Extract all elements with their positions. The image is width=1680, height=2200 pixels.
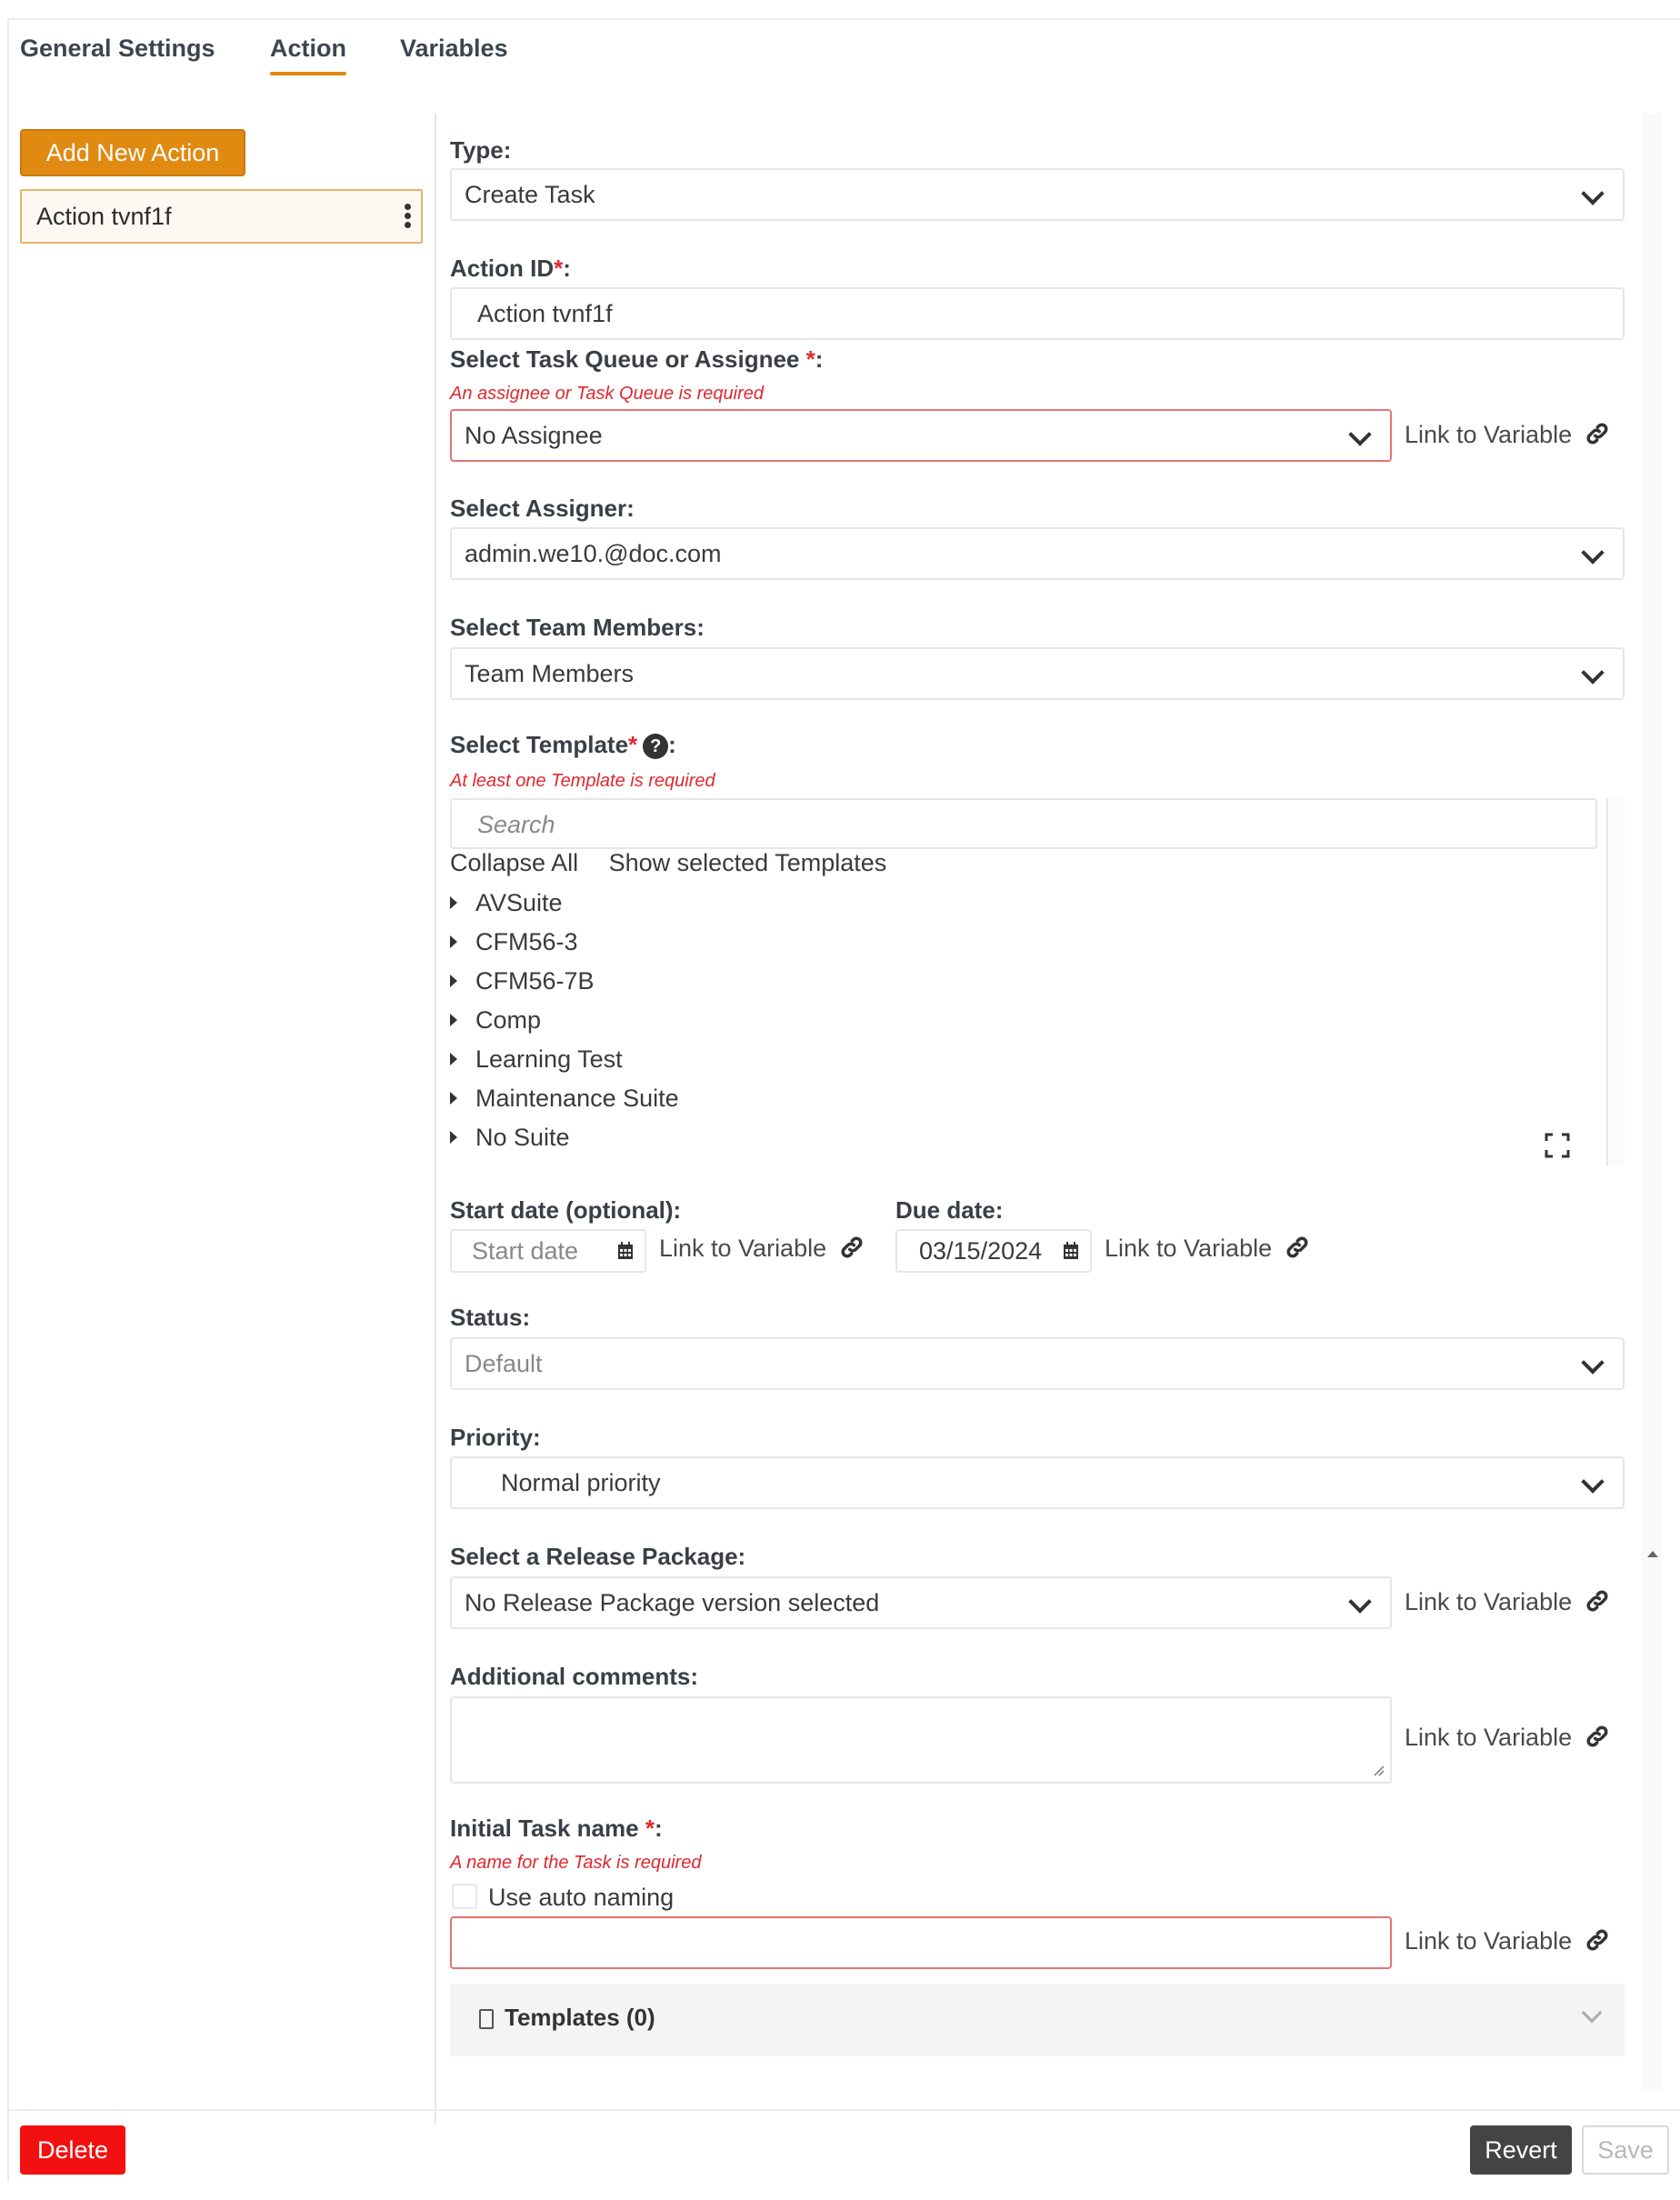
revert-button[interactable]: Revert [1470, 2125, 1572, 2175]
action-list-item[interactable] [20, 189, 423, 244]
template-tree-item[interactable]: Maintenance Suite [450, 1085, 679, 1113]
caret-right-icon [450, 896, 457, 909]
release-package-link-to-variable[interactable]: Link to Variable [1405, 1588, 1610, 1616]
task-name-label: Initial Task name *: [450, 1815, 663, 1842]
template-error: At least one Template is required [450, 771, 715, 791]
auto-naming-checkbox[interactable] [452, 1884, 477, 1909]
task-name-input[interactable] [450, 1916, 1392, 1969]
link-icon [839, 1235, 865, 1260]
footer-bar [9, 2109, 1680, 2182]
team-members-label: Select Team Members: [450, 614, 705, 641]
due-date-input[interactable]: 03/15/2024 [895, 1229, 1092, 1273]
comments-link-to-variable[interactable]: Link to Variable [1405, 1724, 1610, 1752]
calendar-icon [1063, 1242, 1079, 1260]
add-new-action-button[interactable]: Add New Action [20, 129, 245, 176]
assigner-label: Select Assigner: [450, 495, 635, 522]
template-tree-item[interactable]: No Suite [450, 1124, 570, 1152]
type-label: Type: [450, 136, 512, 164]
caret-right-icon [450, 1053, 457, 1065]
assignee-link-to-variable[interactable]: Link to Variable [1405, 421, 1610, 449]
chevron-down-icon [1348, 423, 1371, 445]
link-icon [1285, 1235, 1310, 1260]
scroll-up-arrow-icon[interactable] [1647, 1551, 1658, 1557]
caret-right-icon [450, 1131, 457, 1144]
action-list-panel [9, 114, 436, 2124]
action-id-label: Action ID*: [450, 255, 571, 282]
template-label: Select Template* ? : [450, 731, 676, 758]
auto-naming-label: Use auto naming [488, 1884, 675, 1911]
link-icon [1585, 1588, 1610, 1614]
chevron-down-icon [1581, 1470, 1604, 1493]
comments-textarea[interactable] [450, 1696, 1392, 1784]
template-tree-item[interactable]: CFM56-7B [450, 967, 595, 995]
tab-action[interactable]: Action [270, 35, 346, 62]
start-date-label: Start date (optional): [450, 1196, 682, 1224]
tab-variables[interactable]: Variables [400, 35, 508, 62]
link-icon [1585, 421, 1610, 446]
collapse-all-link[interactable]: Collapse All [450, 849, 579, 876]
release-package-select[interactable]: No Release Package version selected [450, 1576, 1392, 1629]
task-name-link-to-variable[interactable]: Link to Variable [1405, 1927, 1610, 1955]
clipboard-icon [479, 2009, 494, 2029]
save-button[interactable]: Save [1582, 2125, 1669, 2175]
release-package-label: Select a Release Package: [450, 1543, 746, 1570]
calendar-icon [617, 1242, 634, 1260]
template-tree-item[interactable]: AVSuite [450, 889, 563, 917]
templates-accordion-title: Templates (0) [505, 2004, 655, 2031]
assigner-select[interactable]: admin.we10.@doc.com [450, 527, 1625, 580]
template-tree-scrollbar[interactable] [1606, 798, 1625, 1165]
chevron-down-icon [1581, 182, 1604, 205]
caret-right-icon [450, 1014, 457, 1026]
status-label: Status: [450, 1304, 531, 1331]
link-icon [1585, 1927, 1610, 1953]
template-search-input[interactable]: Search [450, 798, 1597, 849]
help-icon[interactable]: ? [643, 734, 668, 759]
priority-select[interactable]: Normal priority [450, 1456, 1625, 1509]
more-options-icon[interactable] [403, 204, 412, 231]
template-tree-item[interactable]: Comp [450, 1006, 541, 1035]
delete-button[interactable]: Delete [20, 2125, 125, 2175]
assignee-select[interactable]: No Assignee [450, 409, 1392, 462]
action-id-input[interactable]: Action tvnf1f [450, 287, 1625, 340]
due-date-label: Due date: [895, 1196, 1004, 1224]
caret-right-icon [450, 975, 457, 987]
status-select[interactable]: Default [450, 1337, 1625, 1390]
start-date-link-to-variable[interactable]: Link to Variable [659, 1235, 865, 1263]
assignee-error: An assignee or Task Queue is required [450, 384, 765, 404]
task-name-error: A name for the Task is required [450, 1853, 702, 1873]
tab-general-settings[interactable]: General Settings [20, 35, 215, 62]
assignee-label: Select Task Queue or Assignee *: [450, 345, 824, 373]
comments-label: Additional comments: [450, 1663, 699, 1690]
show-selected-templates-link[interactable]: Show selected Templates [608, 849, 887, 876]
type-select[interactable]: Create Task [450, 168, 1625, 221]
templates-accordion[interactable] [450, 1984, 1625, 2056]
link-icon [1585, 1724, 1610, 1749]
chevron-down-icon [1581, 661, 1604, 684]
chevron-down-icon [1581, 1351, 1604, 1374]
template-tree-item[interactable]: Learning Test [450, 1045, 623, 1074]
priority-label: Priority: [450, 1424, 541, 1451]
template-tree-item[interactable]: CFM56-3 [450, 928, 578, 956]
resize-handle-icon[interactable] [1372, 1764, 1385, 1776]
due-date-link-to-variable[interactable]: Link to Variable [1105, 1235, 1310, 1263]
chevron-down-icon [1582, 2003, 1603, 2024]
form-scrollbar[interactable] [1642, 114, 1662, 2091]
caret-right-icon [450, 935, 457, 948]
template-tree-actions [450, 849, 886, 877]
chevron-down-icon [1348, 1590, 1371, 1613]
team-members-select[interactable]: Team Members [450, 647, 1625, 700]
start-date-input[interactable]: Start date [450, 1229, 646, 1273]
expand-icon[interactable] [1545, 1133, 1570, 1158]
caret-right-icon [450, 1092, 457, 1105]
chevron-down-icon [1581, 541, 1604, 564]
action-item-label: Action tvnf1f [36, 203, 172, 230]
